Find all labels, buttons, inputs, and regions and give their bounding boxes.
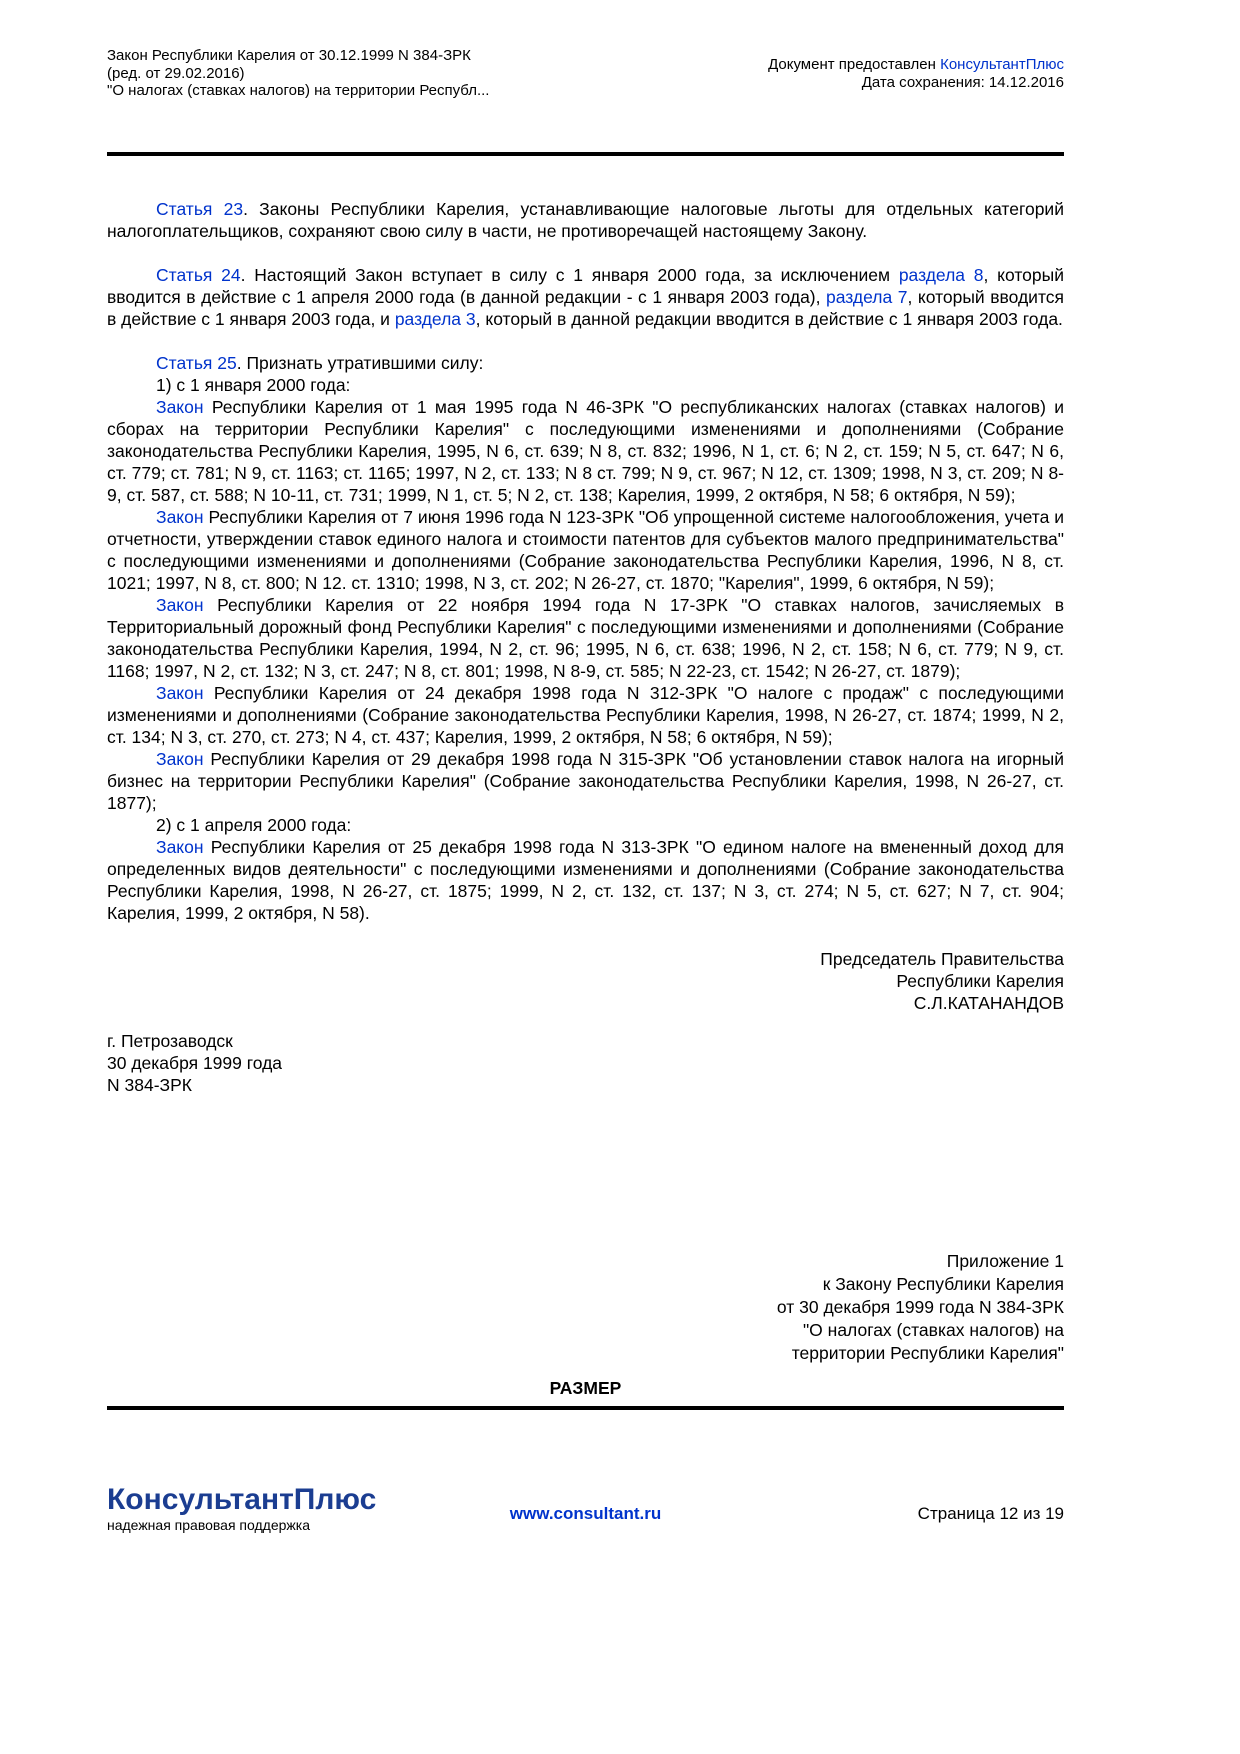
doc-link[interactable]: раздела 8 — [898, 265, 984, 285]
paragraph — [107, 814, 1064, 836]
consultantplus-header-link[interactable]: КонсультантПлюс — [940, 56, 1064, 73]
doc-link[interactable]: Закон — [156, 595, 204, 615]
document-body — [107, 198, 1064, 1096]
place-date-block — [107, 1030, 1064, 1096]
consultantplus-logo-tagline: надежная правовая поддержка — [107, 1517, 310, 1533]
doc-subtitle: "О налогах (ставках налогов) на территории Республ... — [107, 82, 490, 99]
text-run: Республики Карелия от 22 ноября 1994 года N 17-ЗРК "О ставках налогов, зачисляемых в Территориальный дорожный фонд Республики Карелия" с последующими изменениями и дополнениями (Собрание законодательства Республики Карелия, 1994, N 2, ст. 96; 1995, N 6, ст. 638; 1996, N 2, ст. 158; N 6, ст. 779; N 9, ст. 1168; 1997, N 2, ст. 132; N 3, ст. 247; N 8, ст. 801; 1998, N 8-9, ст. 585; N 22-23, ст. 1542; N 26-27, ст. 1879); — [107, 595, 1064, 681]
signature-line: Председатель Правительства — [820, 949, 1064, 969]
signature-block — [107, 948, 1064, 1014]
doc-link[interactable]: Закон — [156, 683, 204, 703]
paragraph — [107, 352, 1064, 374]
paragraph — [107, 374, 1064, 396]
annex-line: от 30 декабря 1999 года N 384-ЗРК — [776, 1297, 1064, 1317]
paragraph — [107, 198, 1064, 242]
section-title: РАЗМЕР — [549, 1378, 622, 1398]
doc-link[interactable]: Статья 25 — [156, 353, 237, 373]
consultant-url-link[interactable]: www.consultant.ru — [509, 1504, 662, 1523]
provider-info-block — [768, 47, 1064, 100]
text-run: Республики Карелия от 1 мая 1995 года N 46-ЗРК "О республиканских налогах (ставках налогов) и сборах на территории Республики Карелия" с последующими изменениями и дополнениями (Собрание законодательства Республики Карелия, 1995, N 6, ст. 639; N 8, ст. 832; 1996, N 1, ст. 6; N 2, ст. 159; N 5, ст. 647; N 6, ст. 779; ст. 781; N 9, ст. 1163; ст. 1165; 1997, N 2, ст. 133; N 8 ст. 799; N 9, ст. 967; N 12, ст. 1309; 1998, N 3, ст. 209; N 8-9, ст. 587, ст. 588; N 10-11, ст. 731; 1999, N 1, ст. 5; N 2, ст. 138; Карелия, 1999, 2 октября, N 58; 6 октября, N 59); — [107, 397, 1064, 505]
text-run: , который вводится в действие с 1 апреля 2000 года (в данной редакции - с 1 января 2003 года), — [107, 265, 1064, 307]
text-run: . Законы Республики Карелия, устанавливающие налоговые льготы для отдельных категорий налогоплательщиков, сохраняют свою силу в части, не противоречащей настоящему Закону. — [107, 199, 1064, 241]
paragraph — [107, 682, 1064, 748]
text-run: Республики Карелия от 24 декабря 1998 года N 312-ЗРК "О налоге с продаж" с последующими изменениями и дополнениями (Собрание законодательства Республики Карелия, 1998, N 26-27, ст. 1874; 1999, N 2, ст. 134; N 3, ст. 270, ст. 273; N 4, ст. 437; Карелия, 1999, 2 октября, N 58; 6 октября, N 59); — [107, 683, 1064, 747]
consultantplus-logo — [107, 1484, 376, 1533]
annex-line: к Закону Республики Карелия — [822, 1274, 1064, 1294]
paragraph — [107, 836, 1064, 924]
text-run: 1) с 1 января 2000 года: — [156, 375, 351, 395]
doc-link[interactable]: Статья 23 — [156, 199, 244, 219]
doc-link[interactable]: раздела 3 — [394, 309, 476, 329]
consultantplus-logo-text: КонсультантПлюс — [107, 1483, 377, 1516]
footer-divider — [107, 1406, 1064, 1410]
annex-line: территории Республики Карелия" — [791, 1343, 1064, 1363]
text-run: Республики Карелия от 29 декабря 1998 года N 315-ЗРК "Об установлении ставок налога на игорный бизнес на территории Республики Карелия" (Собрание законодательства Республики Карелия, 1998, N 26-27, ст. 1877); — [107, 749, 1064, 813]
header-divider — [107, 152, 1064, 156]
doc-link[interactable]: Статья 24 — [156, 265, 241, 285]
signature-line: Республики Карелия — [896, 971, 1064, 991]
text-run: , который в данной редакции вводится в действие с 1 января 2003 года. — [475, 309, 1063, 329]
paragraph — [107, 748, 1064, 814]
provided-by-label: Документ предоставлен — [768, 56, 941, 73]
date-line: 30 декабря 1999 года — [107, 1053, 283, 1073]
text-run: . Настоящий Закон вступает в силу с 1 января 2000 года, за исключением — [240, 265, 899, 285]
doc-link[interactable]: Закон — [156, 837, 204, 857]
provided-by-line — [768, 56, 1064, 74]
text-run: Республики Карелия от 7 июня 1996 года N 123-ЗРК "Об упрощенной системе налогообложения, учета и отчетности, утверждении ставок единого налога и стоимости патентов для субъектов малого предпринимательства" с последующими изменениями и дополнениями (Собрание законодательства Республики Карелия, 1996, N 8, ст. 1021; 1997, N 8, ст. 800; N 12. ст. 1310; 1998, N 3, ст. 202; N 26-27, ст. 1870; "Карелия", 1999, 6 октября, N 59); — [107, 507, 1064, 593]
signature-line: С.Л.КАТАНАНДОВ — [913, 993, 1064, 1013]
text-run: 2) с 1 апреля 2000 года: — [156, 815, 352, 835]
place-line: г. Петрозаводск — [107, 1031, 233, 1051]
text-run: . Признать утратившими силу: — [236, 353, 484, 373]
doc-edition: (ред. от 29.02.2016) — [107, 64, 245, 82]
doc-link[interactable]: раздела 7 — [826, 287, 908, 307]
text-run: , который вводится в действие с 1 января 2003 года, и — [107, 287, 1064, 329]
doc-info-block — [107, 47, 489, 100]
page-indicator: Страница 12 из 19 — [917, 1504, 1064, 1523]
doc-number-line: N 384-ЗРК — [107, 1075, 192, 1095]
doc-link[interactable]: Закон — [156, 749, 204, 769]
paragraph — [107, 396, 1064, 506]
page-footer — [107, 1484, 1064, 1554]
paragraphs-container — [107, 198, 1064, 924]
doc-title: Закон Республики Карелия от 30.12.1999 N 384-ЗРК — [107, 47, 471, 64]
doc-link[interactable]: Закон — [156, 397, 204, 417]
page-header — [107, 47, 1064, 100]
annex-line: Приложение 1 — [946, 1251, 1064, 1271]
annex-line: "О налогах (ставках налогов) на — [802, 1320, 1064, 1340]
doc-link[interactable]: Закон — [156, 507, 204, 527]
save-date: Дата сохранения: 14.12.2016 — [861, 73, 1064, 91]
annex-block — [777, 1250, 1064, 1365]
paragraph — [107, 264, 1064, 330]
text-run: Республики Карелия от 25 декабря 1998 года N 313-ЗРК "О едином налоге на вмененный доход для определенных видов деятельности" с последующими изменениями и дополнениями (Собрание законодательства Республики Карелия, 1998, N 26-27, ст. 1875; 1999, N 2, ст. 132, ст. 137; N 3, ст. 274; N 5, ст. 627; N 7, ст. 904; Карелия, 1999, 2 октября, N 58). — [107, 837, 1064, 923]
paragraph — [107, 506, 1064, 594]
paragraph — [107, 594, 1064, 682]
